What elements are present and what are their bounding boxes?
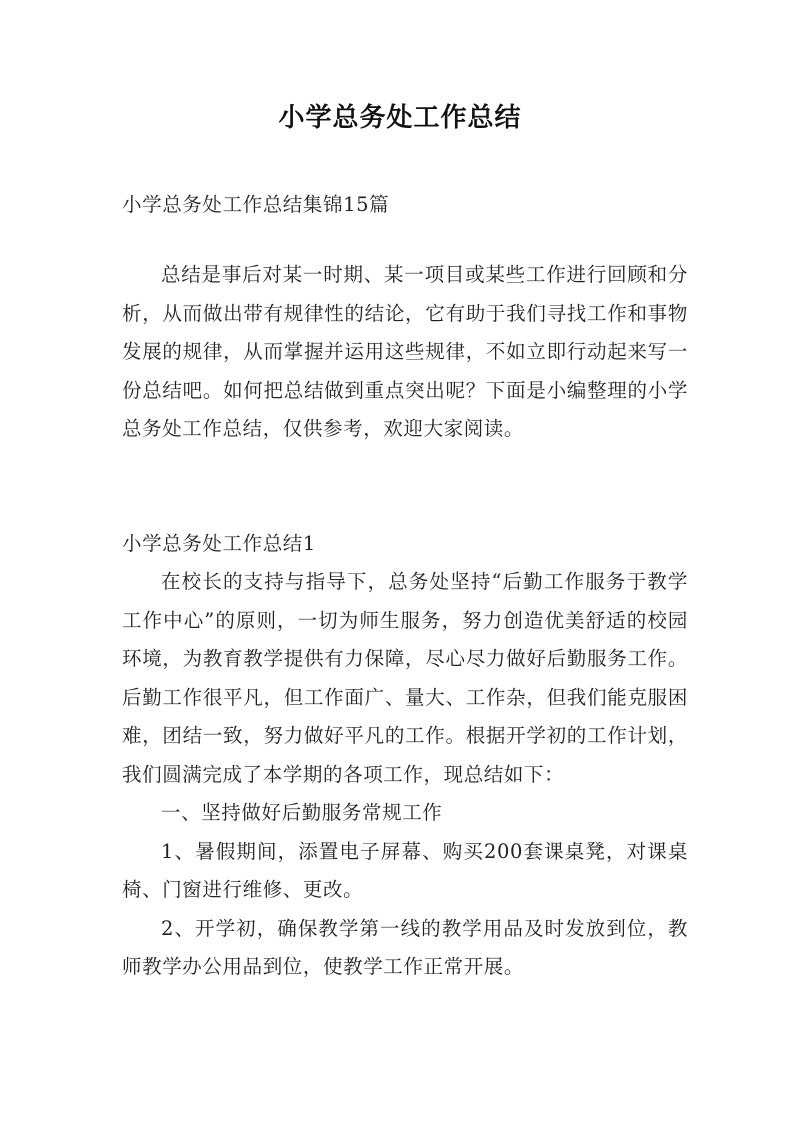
section-1-paragraph: 在校长的支持与指导下，总务处坚持“后勤工作服务于教学工作中心”的原则，一切为师生服务，努力创造优美舒适的校园环境，为教育教学提供有力保障，尽心尽力做好后勤服务工作。后勤工作很平凡，但工作面广、量大、工作杂，但我们能克服困难，团结一致，努力做好平凡的工作。根据开学初的工作计划，我们圆满完成了本学期的各项工作，现总结如下：	[122, 570, 688, 786]
section-1-heading: 小学总务处工作总结1	[122, 532, 316, 555]
document-subtitle: 小学总务处工作总结集锦15篇	[122, 193, 390, 216]
page-title: 小学总务处工作总结	[278, 103, 522, 133]
section-1-body	[122, 563, 688, 987]
section-1-item-2: 2、开学初，确保教学第一线的教学用品及时发放到位，教师教学办公用品到位，使教学工作正常开展。	[122, 916, 688, 978]
section-1-item-1: 1、暑假期间，添置电子屏幕、购买200套课桌凳，对课桌椅、门窗进行维修、更改。	[122, 839, 688, 901]
intro-paragraph: 总结是事后对某一时期、某一项目或某些工作进行回顾和分析，从而做出带有规律性的结论，它有助于我们寻找工作和事物发展的规律，从而掌握并运用这些规律，不如立即行动起来写一份总结吧。如何把总结做到重点突出呢？下面是小编整理的小学总务处工作总结，仅供参考，欢迎大家阅读。	[122, 263, 688, 440]
section-1-subheading: 一、坚持做好后勤服务常规工作	[161, 801, 443, 824]
